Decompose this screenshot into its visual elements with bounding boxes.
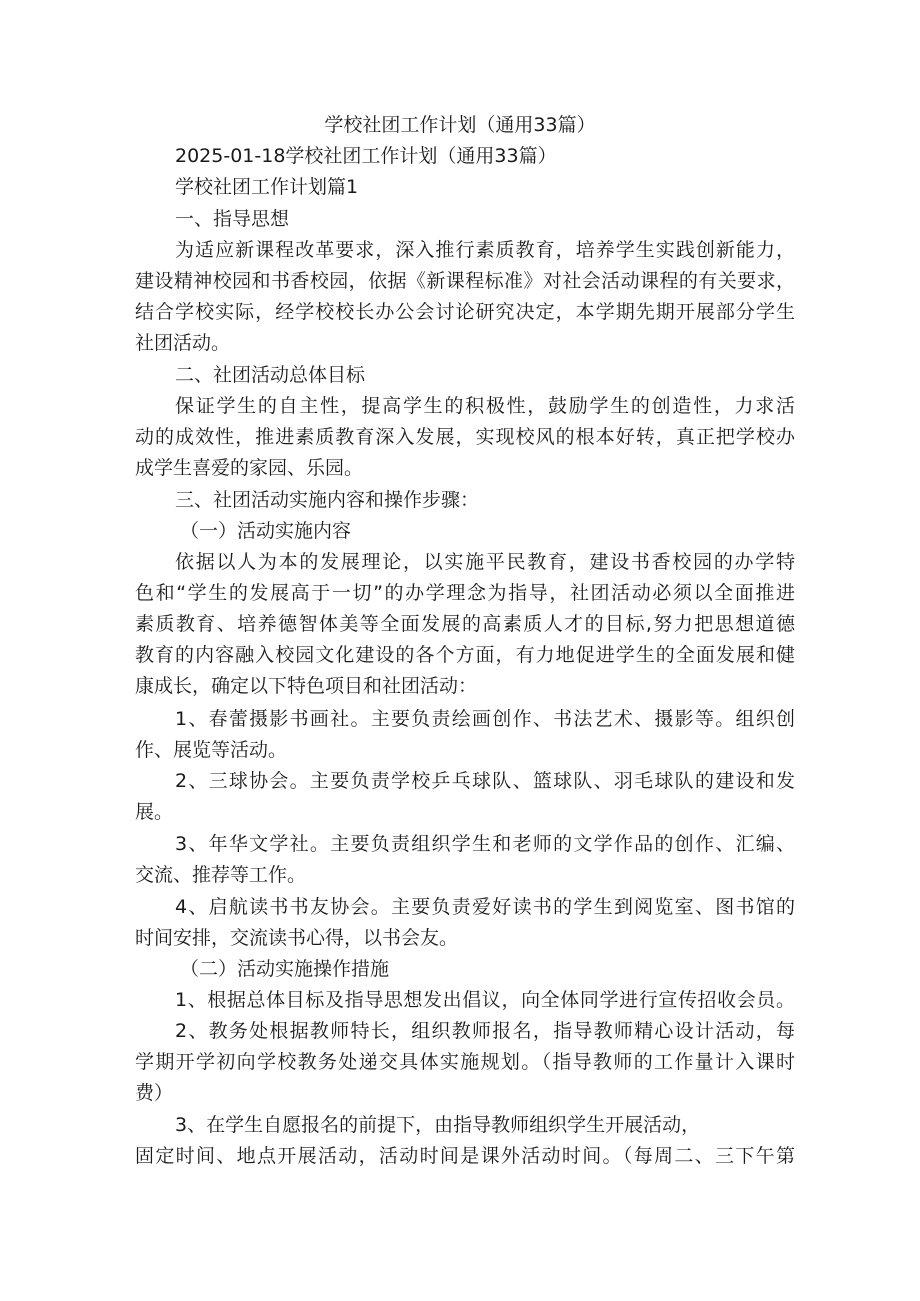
measure-item-2-cont: 学期开学初向学校教务处递交具体实施规划。（指导教师的工作量计入课时 bbox=[135, 1051, 795, 1073]
subheading-content: （一）活动实施内容 bbox=[180, 520, 352, 542]
measure-item-2-end: 费） bbox=[135, 1082, 174, 1104]
paragraph-line: 建设精神校园和书香校园，依据《新课程标准》对社会活动课程的有关要求， bbox=[135, 270, 795, 292]
paragraph-line: 结合学校实际，经学校校长办公会讨论研究决定，本学期先期开展部分学生 bbox=[135, 301, 795, 323]
list-item-2-cont: 展。 bbox=[135, 801, 174, 823]
paragraph-line: 成学生喜爱的家园、乐园。 bbox=[135, 457, 364, 479]
list-item-4-cont: 时间安排，交流读书心得，以书会友。 bbox=[135, 927, 459, 949]
list-item-4: 4、启航读书书友协会。主要负责爱好读书的学生到阅览室、图书馆的 bbox=[175, 896, 795, 918]
heading-implementation: 三、社团活动实施内容和操作步骤： bbox=[175, 489, 480, 511]
list-item-2: 2、三球协会。主要负责学校乒乓球队、篮球队、羽毛球队的建设和发 bbox=[175, 770, 795, 792]
measure-item-3-cont: 固定时间、地点开展活动，活动时间是课外活动时间。（每周二、三下午第 bbox=[135, 1145, 795, 1167]
heading-guiding-ideology: 一、指导思想 bbox=[175, 208, 290, 230]
measure-item-2: 2、教务处根据教师特长，组织教师报名，指导教师精心设计活动，每 bbox=[175, 1020, 795, 1042]
document-subtitle: 2025-01-18学校社团工作计划（通用33篇） bbox=[175, 145, 557, 167]
paragraph-line: 教育的内容融入校园文化建设的各个方面，有力地促进学生的全面发展和健 bbox=[135, 644, 795, 666]
section-heading: 学校社团工作计划篇1 bbox=[175, 176, 359, 198]
list-item-1: 1、春蕾摄影书画社。主要负责绘画创作、书法艺术、摄影等。组织创 bbox=[175, 708, 795, 730]
measure-item-3: 3、在学生自愿报名的前提下，由指导教师组织学生开展活动， bbox=[175, 1114, 701, 1136]
heading-overall-goal: 二、社团活动总体目标 bbox=[175, 364, 366, 386]
list-item-1-cont: 作、展览等活动。 bbox=[135, 739, 288, 761]
subheading-measures: （二）活动实施操作措施 bbox=[180, 958, 390, 980]
paragraph-line: 动的成效性，推进素质教育深入发展，实现校风的根本好转，真正把学校办 bbox=[135, 426, 795, 448]
paragraph-line: 康成长，确定以下特色项目和社团活动： bbox=[135, 675, 478, 697]
paragraph-line: 素质教育、培养德智体美等全面发展的高素质人才的目标,努力把思想道德 bbox=[135, 613, 795, 635]
document-title: 学校社团工作计划（通用33篇） bbox=[324, 114, 596, 136]
paragraph-line: 保证学生的自主性，提高学生的积极性，鼓励学生的创造性，力求活 bbox=[175, 395, 795, 417]
paragraph-line: 依据以人为本的发展理论，以实施平民教育，建设书香校园的办学特 bbox=[175, 551, 795, 573]
paragraph-line: 色和“学生的发展高于一切”的办学理念为指导，社团活动必须以全面推进 bbox=[135, 582, 795, 604]
list-item-3: 3、年华文学社。主要负责组织学生和老师的文学作品的创作、汇编、 bbox=[175, 833, 795, 855]
list-item-3-cont: 交流、推荐等工作。 bbox=[135, 864, 307, 886]
measure-item-1: 1、根据总体目标及指导思想发出倡议，向全体同学进行宣传招收会员。 bbox=[175, 989, 795, 1011]
paragraph-line: 为适应新课程改革要求，深入推行素质教育，培养学生实践创新能力， bbox=[175, 239, 795, 261]
paragraph-line: 社团活动。 bbox=[135, 332, 231, 354]
